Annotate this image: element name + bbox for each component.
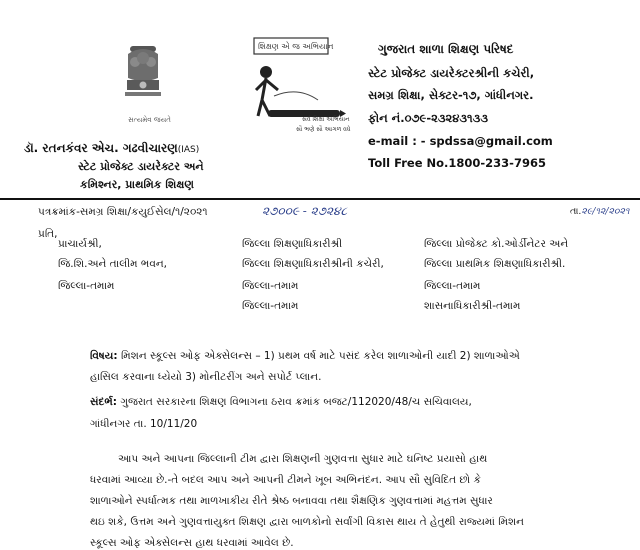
recipient-col1-line: પ્રાચાર્યશ્રી, [58,238,102,250]
emblem-caption: સત્યમેવ જયતે [128,116,171,124]
body-line: શાળાઓને સ્પર્ધાત્મક તથા માળખાકીય રીતે શ્રેષ્ઠ બનાવવા તથા શૈક્ષણિક ગુણવત્તામાં મહત્તમ સુધાર [90,495,493,507]
office-tollfree: Toll Free No.1800-233-7965 [368,156,546,170]
national-emblem-icon [120,44,166,116]
inward-number-handwritten: ૨૭૦૦૯ - ૨૭૨૪૮ [262,204,348,218]
recipient-col2-line: જિલ્લા શિક્ષણાધિકારીશ્રીની કચેરી, [242,258,384,270]
officer-name-suffix: (IAS) [177,145,200,155]
reference-line-1 [90,396,472,409]
designation-line-2: કમિશ્નર, પ્રાથમિક શિક્ષણ [80,178,194,191]
recipient-col3-line: શાસનાધિકારીશ્રી-તમામ [424,300,521,312]
officer-name-text: ડૉ. રતનકંવર એચ. ગઢવીચારણ [24,141,178,155]
recipient-col1-line: જિ.શિ.અને તાલીમ ભવન, [58,258,168,270]
org-name: ગુજરાત શાળા શિક્ષણ પરિષદ [378,42,514,56]
to-label: પ્રતિ, [38,228,58,240]
recipient-col2-line: જિલ્લા-તમામ [242,280,299,292]
recipient-col2-line: જિલ્લા-તમામ [242,300,299,312]
date-prefix: તા. [570,206,582,217]
logo-motto-line-2: સૌ ભણે સૌ આગળ વધે [296,126,351,133]
subject-line-1 [90,350,520,363]
office-email: e-mail : - spdssa@gmail.com [368,134,553,148]
reference-text-1: ગુજરાત સરકારના શિક્ષણ વિભાગના ઠરાવ ક્રમાંક બજટ/112020/48/ચ સચિવાલય, [120,396,472,408]
date-value-handwritten: ૨૯/૧૨/૨૦૨૧ [581,206,630,217]
subject-line-2: હાસિલ કરવાના ધ્યેયો 3) મોનીટરીંગ અને સપોર્ટ પ્લાન. [90,371,322,383]
body-line: થઇ શકે, ઉત્તમ અને ગુણવત્તાયુક્ત શિક્ષણ દ્વારા બાળકોનો સર્વાંગી વિકાસ થાય તે હેતુથી રાજ્યમાં મિશન [90,516,524,528]
header-divider [0,198,640,200]
recipient-col1-line: જિલ્લા-તમામ [58,280,115,292]
body-line: ધરવામાં આવ્યા છે.-તે બદલ આપ અને આપની ટીમને ખૂબ અભિનંદન. આપ સૌ સુવિદિત છો કે [90,474,481,486]
office-phone: ફોન નં.૦૭૯-૨૩૨૪૩૧૩૩ [368,111,488,125]
recipient-col2-line: જિલ્લા શિક્ષણાધિકારીશ્રી [242,238,343,250]
logo-top-text: શિક્ષણ એ જ અભિયાન [258,42,334,51]
logo-motto-line-1: સર્વ શિક્ષા અભિયાન [302,116,350,123]
subject-text-1: મિશન સ્કૂલ્સ ઓફ એક્સેલન્સ – 1) પ્રથમ વર્ષ માટે પસંદ કરેલ શાળાઓની યાદી 2) શાળાઓએ [120,350,520,362]
body-line: આપ અને આપના જિલ્લાની ટીમ દ્વારા શિક્ષણની ગુણવત્તા સુધાર માટે ઘનિષ્ટ પ્રયાસો હાથ [118,453,488,465]
letter-ref-number: પત્રક્રમાંક-સમગ્ર શિક્ષા/કયુઈસેલ/૧/૨૦૨૧ [38,206,208,218]
designation-line-1: સ્ટેટ પ્રોજેક્ટ ડાયરેક્ટર અને [78,160,204,173]
subject-label: વિષય: [90,350,118,362]
office-name: સ્ટેટ પ્રોજેક્ટ ડાયરેક્ટરશ્રીની કચેરી, [368,66,535,80]
office-address: સમગ્ર શિક્ષા, સેક્ટર-૧૭, ગાંધીનગર. [368,88,534,102]
body-line: સ્કૂલ્સ ઓફ એક્સેલન્સ હાથ ધરવામાં આવેલ છે. [90,537,294,549]
recipient-col3-line: જિલ્લા-તમામ [424,280,481,292]
reference-label: સંદર્ભ: [90,396,117,408]
recipient-col3-line: જિલ્લા પ્રાથમિક શિક્ષણાધિકારીશ્રી. [424,258,566,270]
reference-line-2: ગાંધીનગર તા. 10/11/20 [90,418,198,430]
officer-name [24,141,199,156]
recipient-col3-line: જિલ્લા પ્રોજેક્ટ કો.ઓર્ડીનેટર અને [424,238,569,250]
letter-date [570,206,629,217]
